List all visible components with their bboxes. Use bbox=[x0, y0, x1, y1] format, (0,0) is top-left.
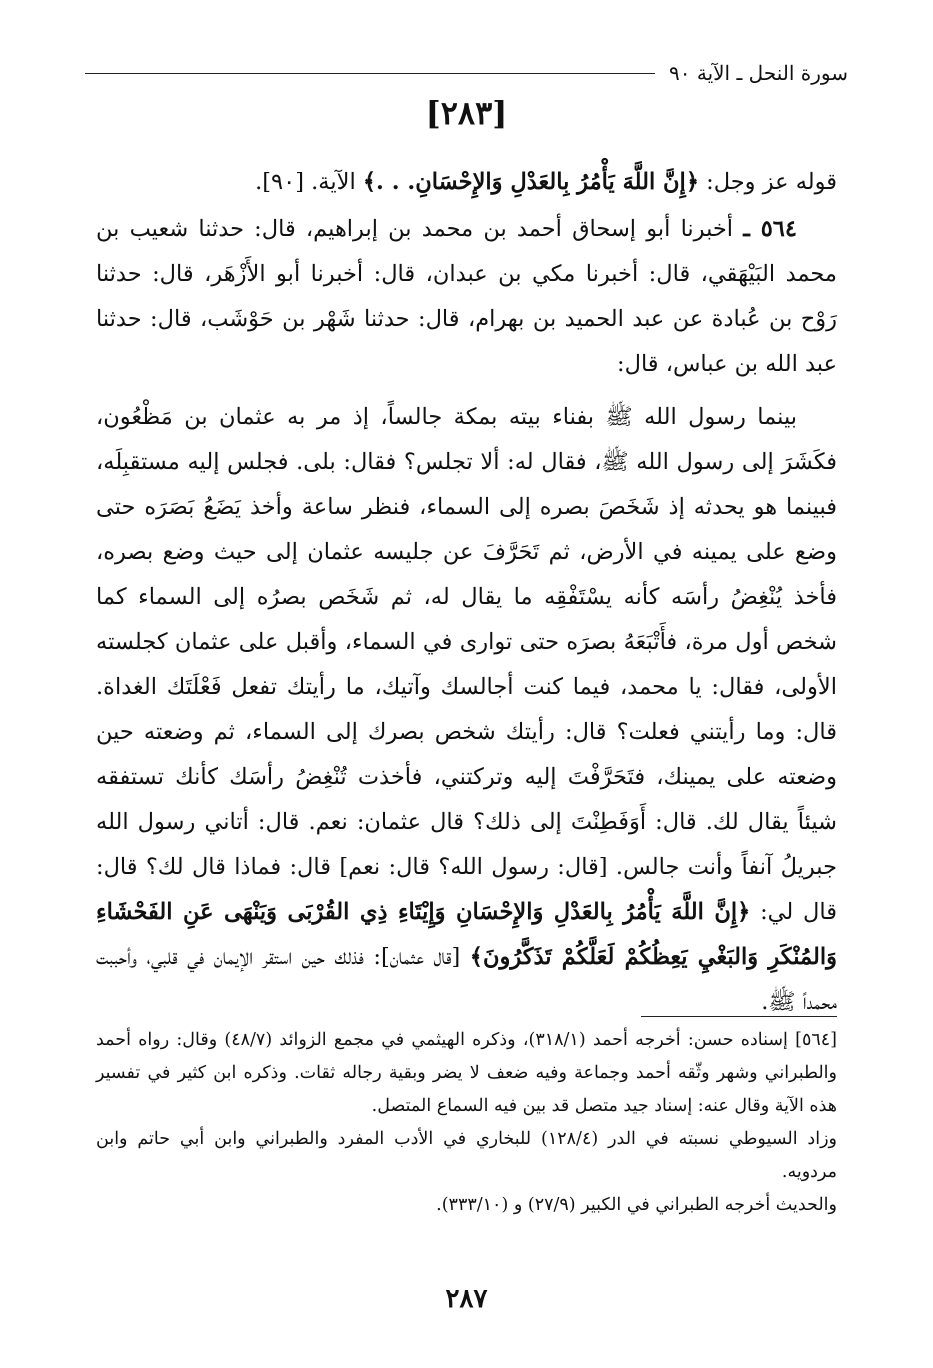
intro-tail: الآية. [٩٠]. bbox=[255, 169, 363, 195]
footnote-1: [٥٦٤] إسناده حسن: أخرجه أحمد (٣١٨/١)، وذكره الهيثمي في مجمع الزوائد (٤٨/٧) وقال: رواه أحمد والطبراني وشهر وثّقه أحمد وجماعة وفيه ضعف لا يضر وبقية رجاله ثقات. وذكره ابن كثير في تفسير هذه الآية وقال عنه: إسناد جيد متصل قد بين فيه السماع المتصل. bbox=[96, 1030, 837, 1116]
footnote-3: والحديث أخرجه الطبراني في الكبير (٢٧/٩) و (٣٣٣/١٠). bbox=[436, 1195, 837, 1215]
intro-lead: قوله عز وجل: bbox=[699, 169, 837, 195]
story-paragraph bbox=[96, 395, 837, 1025]
story-verse: ﴿إِنَّ اللَّهَ يَأْمُرُ بِالعَدْلِ وَالإِحْسَانِ وَإِيْتَاءِ ذِي القُرْبَى وَيَنْهَى عَنِ الفَحْشَاءِ وَالمُنْكَرِ وَالبَغْيِ يَعِظُكُمْ لَعَلَّكُمْ تَذَكَّرُونَ﴾ bbox=[96, 899, 837, 970]
story-text-2: [قال عثمان]: فذلك حين استقر الإيمان في قلبي، وأحببت محمداً ﷺ. bbox=[96, 944, 837, 1015]
isnad-text: أخبرنا أبو إسحاق أحمد بن محمد بن إبراهيم، قال: حدثنا شعيب بن محمد البَيْهَقي، قال: أخبرنا مكي بن عبدان، قال: أخبرنا أبو الأَزْهَر، قال: حدثنا رَوْح بن عُبادة عن عبد الحميد بن بهرام، قال: حدثنا شَهْر بن حَوْشَب، قال: حدثنا عبد الله بن عباس، قال: bbox=[96, 216, 837, 377]
story-text-1: بينما رسول الله ﷺ بفناء بيته بمكة جالساً، إذ مر به عثمان بن مَظْعُون، فكَشَرَ إلى رسول الله ﷺ، فقال له: ألا تجلس؟ فقال: بلى. فجلس إليه مستقبِلَه، فبينما هو يحدثه إذ شَخَصَ بصره إلى السماء، فنظر ساعة وأخذ يَضَعُ بَصَرَه حتى وضع على يمينه في الأرض، ثم تَحَرَّفَ عن جليسه عثمان إلى حيث وضع بصره، فأخذ يُنْغِضُ رأسَه كأنه يسْتَفْقِه ما يقال له، ثم شَخَص بصرُه إلى السماء كما شخص أول مرة، فأَتْبَعَهُ بصرَه حتى توارى في السماء، وأقبل على عثمان كجلسته الأولى، فقال: يا محمد، فيما كنت أجالسك وآتيك، ما رأيتك تفعل فَعْلَتَك الغداة. قال: وما رأيتني فعلت؟ قال: رأيتك شخص بصرك إلى السماء، ثم وضعته حين وضعته على يمينك، فتَحَرَّفْتَ إليه وتركتني، فأخذت تُنْغِضُ رأسَك كأنك تستفقه شيئاً يقال لك. قال: أَوَفَطِنْتَ إلى ذلك؟ قال عثمان: نعم. قال: أتاني رسول الله جبريلُ آنفاً وأنت جالس. [قال: رسول الله؟ قال: نعم] قال: فماذا قال لك؟ قال: قال لي: bbox=[96, 404, 837, 925]
hadith-number: ٥٦٤ ـ bbox=[743, 216, 797, 242]
page-number: ٢٨٧ bbox=[445, 1284, 488, 1314]
intro-line bbox=[96, 160, 837, 205]
intro-verse: ﴿إِنَّ اللَّهَ يَأْمُرُ بِالعَدْلِ وَالإِحْسَانِ. . .﴾ bbox=[362, 169, 699, 195]
running-header bbox=[85, 58, 848, 88]
footnote-2: وزاد السيوطي نسبته في الدر (١٢٨/٤) للبخاري في الأدب المفرد والطبراني وابن أبي حاتم وابن مردويه. bbox=[96, 1129, 837, 1182]
footnotes bbox=[96, 1024, 837, 1222]
isnad-paragraph bbox=[96, 207, 837, 387]
section-number: [٢٨٣] bbox=[425, 94, 508, 132]
main-text bbox=[96, 160, 837, 1025]
header-rule bbox=[85, 73, 655, 74]
sura-label: سورة النحل ـ الآية ٩٠ bbox=[669, 61, 848, 85]
footnote-rule bbox=[641, 1016, 837, 1017]
